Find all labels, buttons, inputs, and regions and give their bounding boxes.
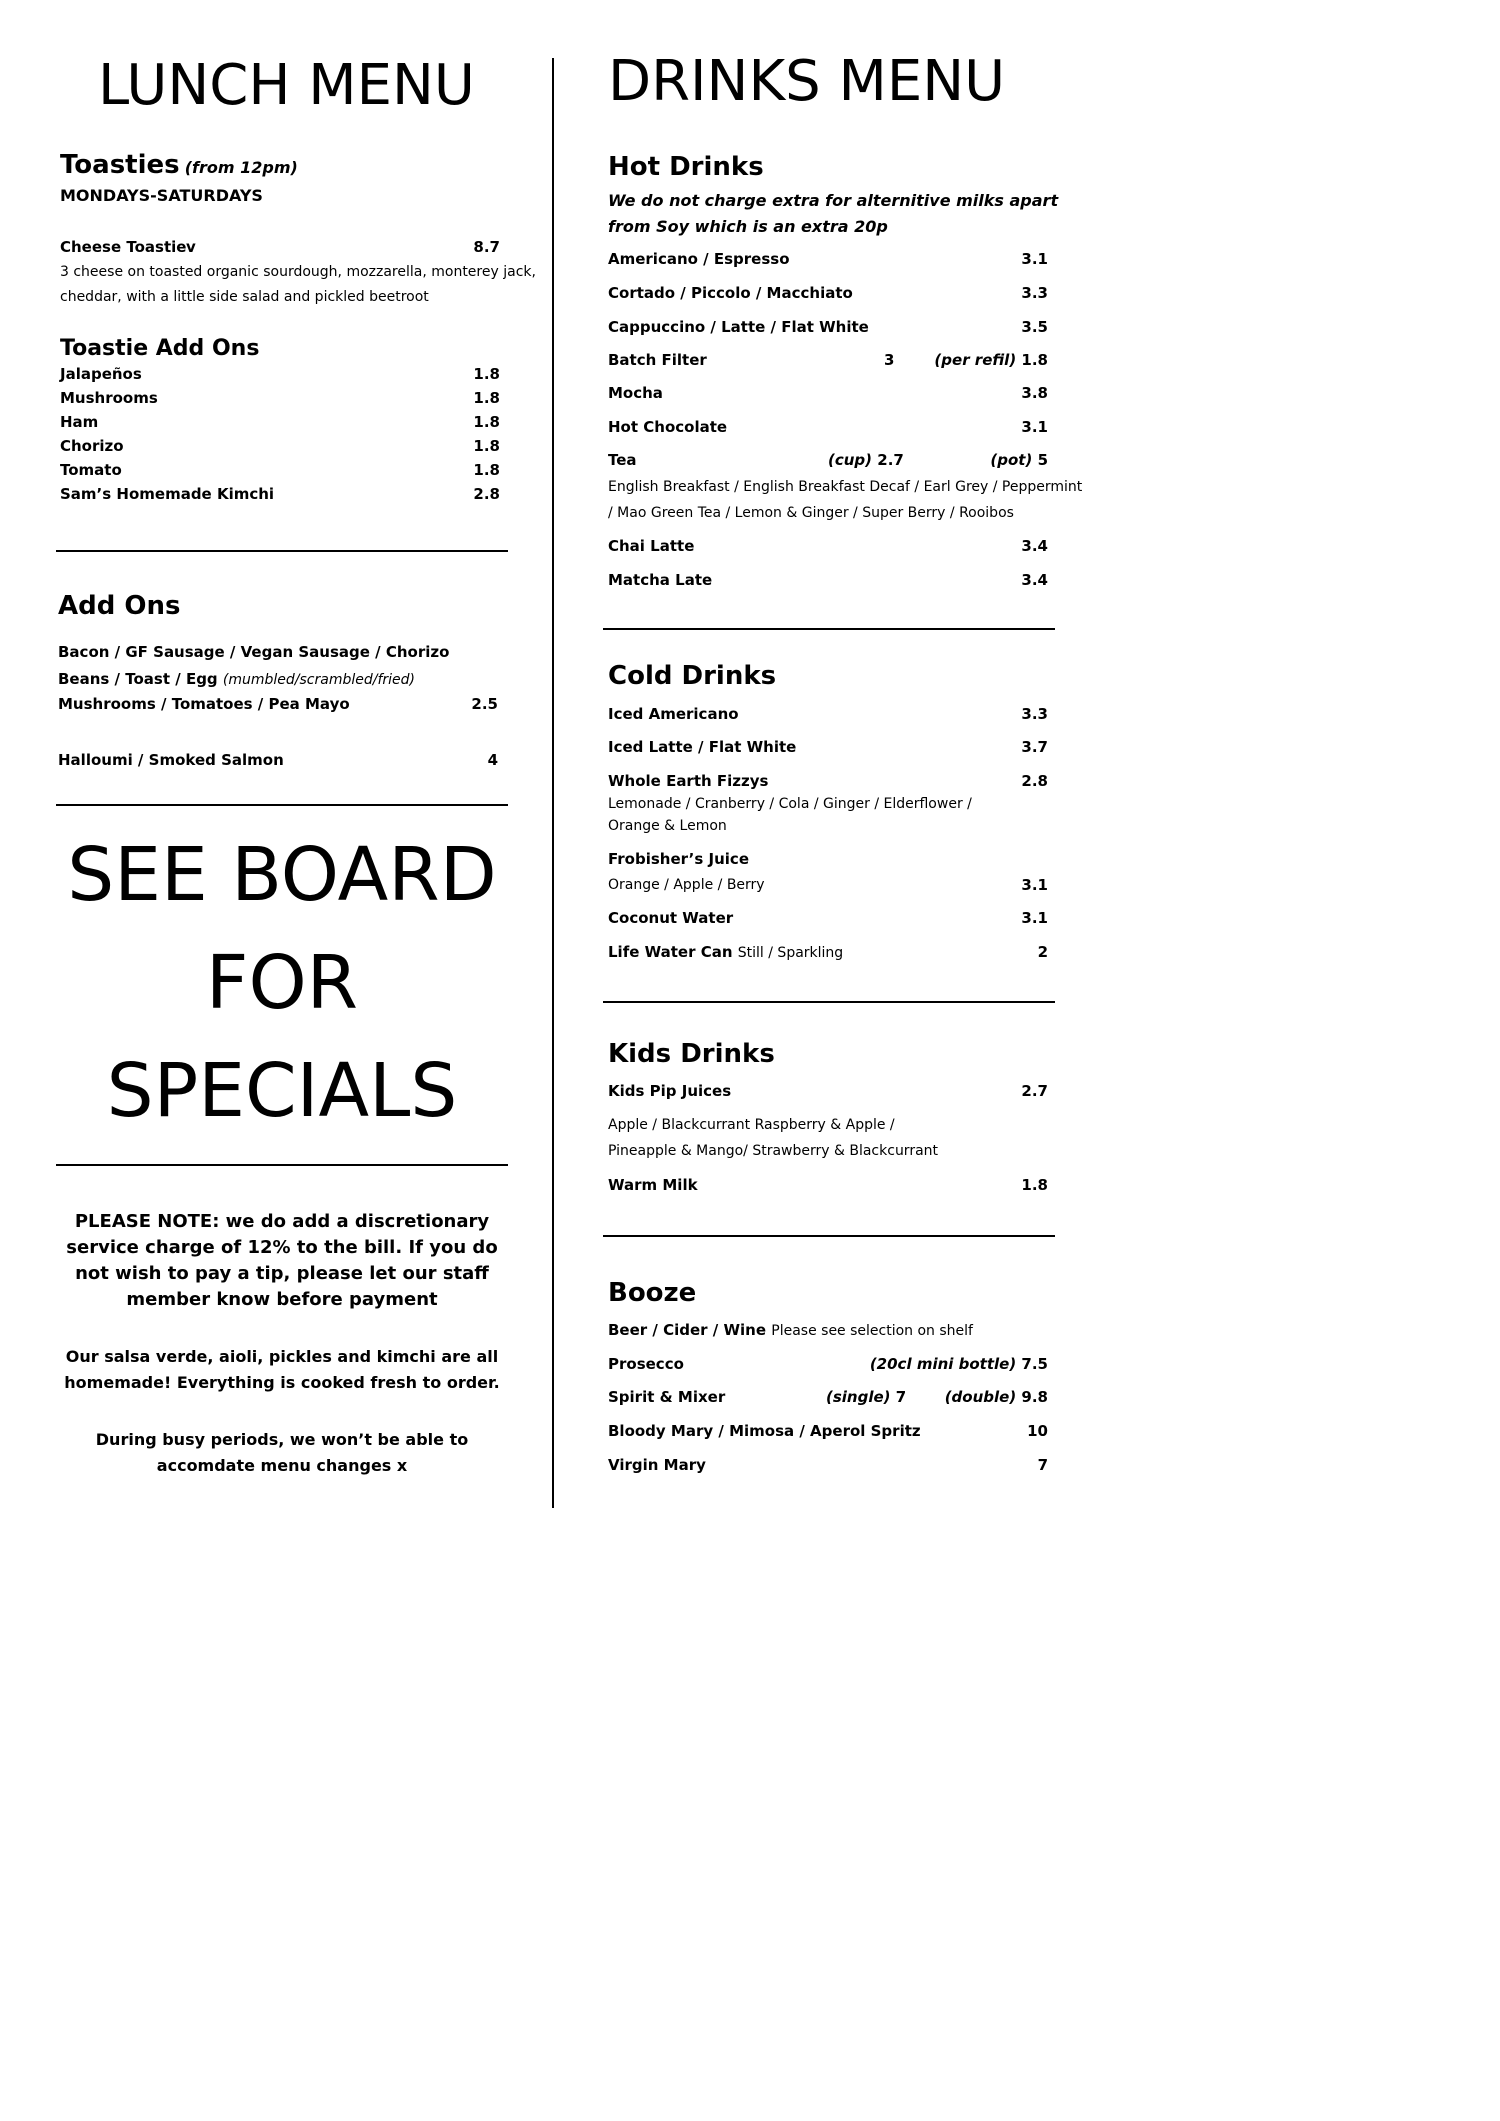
addon-name: Chorizo — [60, 437, 124, 455]
addons-price-2: 4 — [487, 751, 498, 769]
divider — [56, 804, 508, 806]
spirit-double-price: 9.8 — [1021, 1388, 1048, 1406]
kids-desc-1: Apple / Blackcurrant Raspberry & Apple / — [608, 1117, 895, 1133]
drink-name: Virgin Mary — [608, 1456, 706, 1474]
addons-line-3: Mushrooms / Tomatoes / Pea Mayo — [58, 695, 350, 713]
drink-price: 2 — [1037, 943, 1048, 961]
busy-periods-note: During busy periods, we won’t be able to accomdate menu changes x — [95, 1430, 469, 1475]
booze-heading: Booze — [608, 1278, 697, 1308]
cold-drinks-heading: Cold Drinks — [608, 661, 777, 691]
refil-price: 1.8 — [1021, 351, 1048, 369]
addon-name: Jalapeños — [60, 365, 142, 383]
fizzy-desc-1: Lemonade / Cranberry / Cola / Ginger / Elderflower / — [608, 796, 972, 812]
drink-name: Frobisher’s Juice — [608, 850, 749, 868]
beer-desc: Please see selection on shelf — [771, 1323, 973, 1339]
addon-name: Tomato — [60, 461, 122, 479]
drink-price: 3 — [884, 351, 895, 369]
drink-name: Cortado / Piccolo / Macchiato — [608, 284, 853, 302]
addons-line-4: Halloumi / Smoked Salmon — [58, 751, 284, 769]
drink-name: Spirit & Mixer — [608, 1388, 726, 1406]
tea-pot-price: 5 — [1037, 451, 1048, 469]
drink-price: 3.3 — [1021, 705, 1048, 723]
drink-price: 3.5 — [1021, 318, 1048, 336]
drink-price: 3.3 — [1021, 284, 1048, 302]
addons-heading: Add Ons — [58, 591, 181, 621]
addon-price: 2.8 — [473, 485, 500, 503]
drink-name: Iced Americano — [608, 705, 739, 723]
tea-desc-2: / Mao Green Tea / Lemon & Ginger / Super Berry / Rooibos — [608, 505, 1014, 521]
drink-price: 3.4 — [1021, 537, 1048, 555]
drink-name: Kids Pip Juices — [608, 1082, 732, 1100]
tea-cup-label: (cup) — [828, 451, 873, 469]
specials-line-1: SEE BOARD — [67, 832, 497, 918]
drink-price: 7 — [1037, 1456, 1048, 1474]
drink-price: 7.5 — [1021, 1355, 1048, 1373]
hot-drinks-heading: Hot Drinks — [608, 152, 764, 182]
tea-cup-price: 2.7 — [877, 451, 904, 469]
toasties-heading: Toasties — [60, 150, 180, 180]
divider — [603, 628, 1055, 630]
drink-name: Beer / Cider / Wine — [608, 1321, 767, 1339]
addon-price: 1.8 — [473, 461, 500, 479]
homemade-note: Our salsa verde, aioli, pickles and kimchi are all homemade! Everything is cooked fresh to order. — [64, 1347, 500, 1392]
addon-price: 1.8 — [473, 389, 500, 407]
drink-name: Mocha — [608, 384, 663, 402]
tea-pot-price-row — [960, 453, 1048, 468]
toastie-addons-heading: Toastie Add Ons — [60, 336, 260, 361]
tea-pot-label: (pot) — [990, 451, 1033, 469]
lunch-menu-title: LUNCH MENU — [98, 53, 475, 118]
drink-name: Americano / Espresso — [608, 250, 790, 268]
cheese-toastie-desc-2: cheddar, with a little side salad and pickled beetroot — [60, 289, 429, 305]
service-charge-note: PLEASE NOTE: we do add a discretionary service charge of 12% to the bill. If you do not wish to pay a tip, please let our staff member know before payment — [66, 1211, 498, 1310]
drink-name: Life Water Can — [608, 943, 733, 961]
drink-price: 3.8 — [1021, 384, 1048, 402]
beer-row — [608, 1323, 973, 1338]
fizzy-desc-2: Orange & Lemon — [608, 818, 727, 834]
cheese-toastie-price: 8.7 — [473, 238, 500, 256]
divider — [56, 550, 508, 552]
lifewater-desc: Still / Sparkling — [737, 945, 844, 961]
divider — [56, 1164, 508, 1166]
drink-name: Iced Latte / Flat White — [608, 738, 797, 756]
tea-cup-price-row — [828, 453, 904, 468]
drink-name: Bloody Mary / Mimosa / Aperol Spritz — [608, 1422, 921, 1440]
toasties-time: (from 12pm) — [184, 158, 298, 177]
specials-line-3: SPECIALS — [106, 1048, 458, 1134]
column-divider — [552, 58, 554, 1508]
toasties-heading-row — [60, 152, 298, 178]
drink-price: 3.1 — [1021, 876, 1048, 894]
drinks-menu-title: DRINKS MENU — [608, 49, 1006, 114]
addons-line-1: Bacon / GF Sausage / Vegan Sausage / Chorizo — [58, 643, 450, 661]
drink-name: Matcha Late — [608, 571, 713, 589]
kids-drinks-heading: Kids Drinks — [608, 1039, 775, 1069]
drink-name: Coconut Water — [608, 909, 734, 927]
addon-name: Sam’s Homemade Kimchi — [60, 485, 275, 503]
milk-note-1: We do not charge extra for alternitive milks apart — [608, 191, 1059, 210]
drink-name: Tea — [608, 451, 637, 469]
drink-price: 3.1 — [1021, 418, 1048, 436]
drink-name: Chai Latte — [608, 537, 695, 555]
drink-price: 3.7 — [1021, 738, 1048, 756]
refil-price-row — [900, 353, 1048, 368]
drink-price: 10 — [1027, 1422, 1048, 1440]
refil-label: (per refil) — [934, 351, 1017, 369]
drink-name: Cappuccino / Latte / Flat White — [608, 318, 869, 336]
addon-name: Ham — [60, 413, 99, 431]
drink-price: 1.8 — [1021, 1176, 1048, 1194]
cheese-toastie-name: Cheese Toastie — [60, 238, 187, 256]
kids-desc-2: Pineapple & Mango/ Strawberry & Blackcurrant — [608, 1143, 939, 1159]
spirit-single-label: (single) — [826, 1388, 891, 1406]
juice-desc: Orange / Apple / Berry — [608, 877, 765, 893]
prosecco-size: (20cl mini bottle) — [869, 1355, 1017, 1373]
prosecco-price-row — [860, 1357, 1048, 1372]
divider — [603, 1235, 1055, 1237]
milk-note-2: from Soy which is an extra 20p — [608, 217, 888, 236]
addons-price-1: 2.5 — [471, 695, 498, 713]
addon-price: 1.8 — [473, 365, 500, 383]
drink-price: 2.7 — [1021, 1082, 1048, 1100]
drink-name: Warm Milk — [608, 1176, 698, 1194]
drink-name: Whole Earth Fizzys — [608, 772, 769, 790]
spirit-single-price: 7 — [895, 1388, 907, 1406]
drink-price: 3.4 — [1021, 571, 1048, 589]
tea-desc-1: English Breakfast / English Breakfast Decaf / Earl Grey / Peppermint — [608, 479, 1083, 495]
cheese-toastie-flag: v — [186, 238, 196, 256]
egg-options: (mumbled/scrambled/fried) — [222, 672, 416, 688]
spirit-single-row — [826, 1390, 906, 1405]
drink-price: 3.1 — [1021, 250, 1048, 268]
addons-line-2-text: Beans / Toast / Egg — [58, 670, 218, 688]
addon-name: Mushrooms — [60, 389, 158, 407]
drink-name: Hot Chocolate — [608, 418, 728, 436]
drink-price: 2.8 — [1021, 772, 1048, 790]
drink-name: Prosecco — [608, 1355, 684, 1373]
cheese-toastie-desc-1: 3 cheese on toasted organic sourdough, mozzarella, monterey jack, — [60, 264, 536, 280]
spirit-double-row — [930, 1390, 1048, 1405]
addons-line-2 — [58, 672, 415, 687]
drink-price: 3.1 — [1021, 909, 1048, 927]
drink-name: Batch Filter — [608, 351, 707, 369]
spirit-double-label: (double) — [944, 1388, 1017, 1406]
specials-line-2: FOR — [205, 940, 359, 1026]
toasties-days: MONDAYS-SATURDAYS — [60, 186, 263, 205]
divider — [603, 1001, 1055, 1003]
addon-price: 1.8 — [473, 413, 500, 431]
lifewater-row — [608, 945, 843, 960]
addon-price: 1.8 — [473, 437, 500, 455]
